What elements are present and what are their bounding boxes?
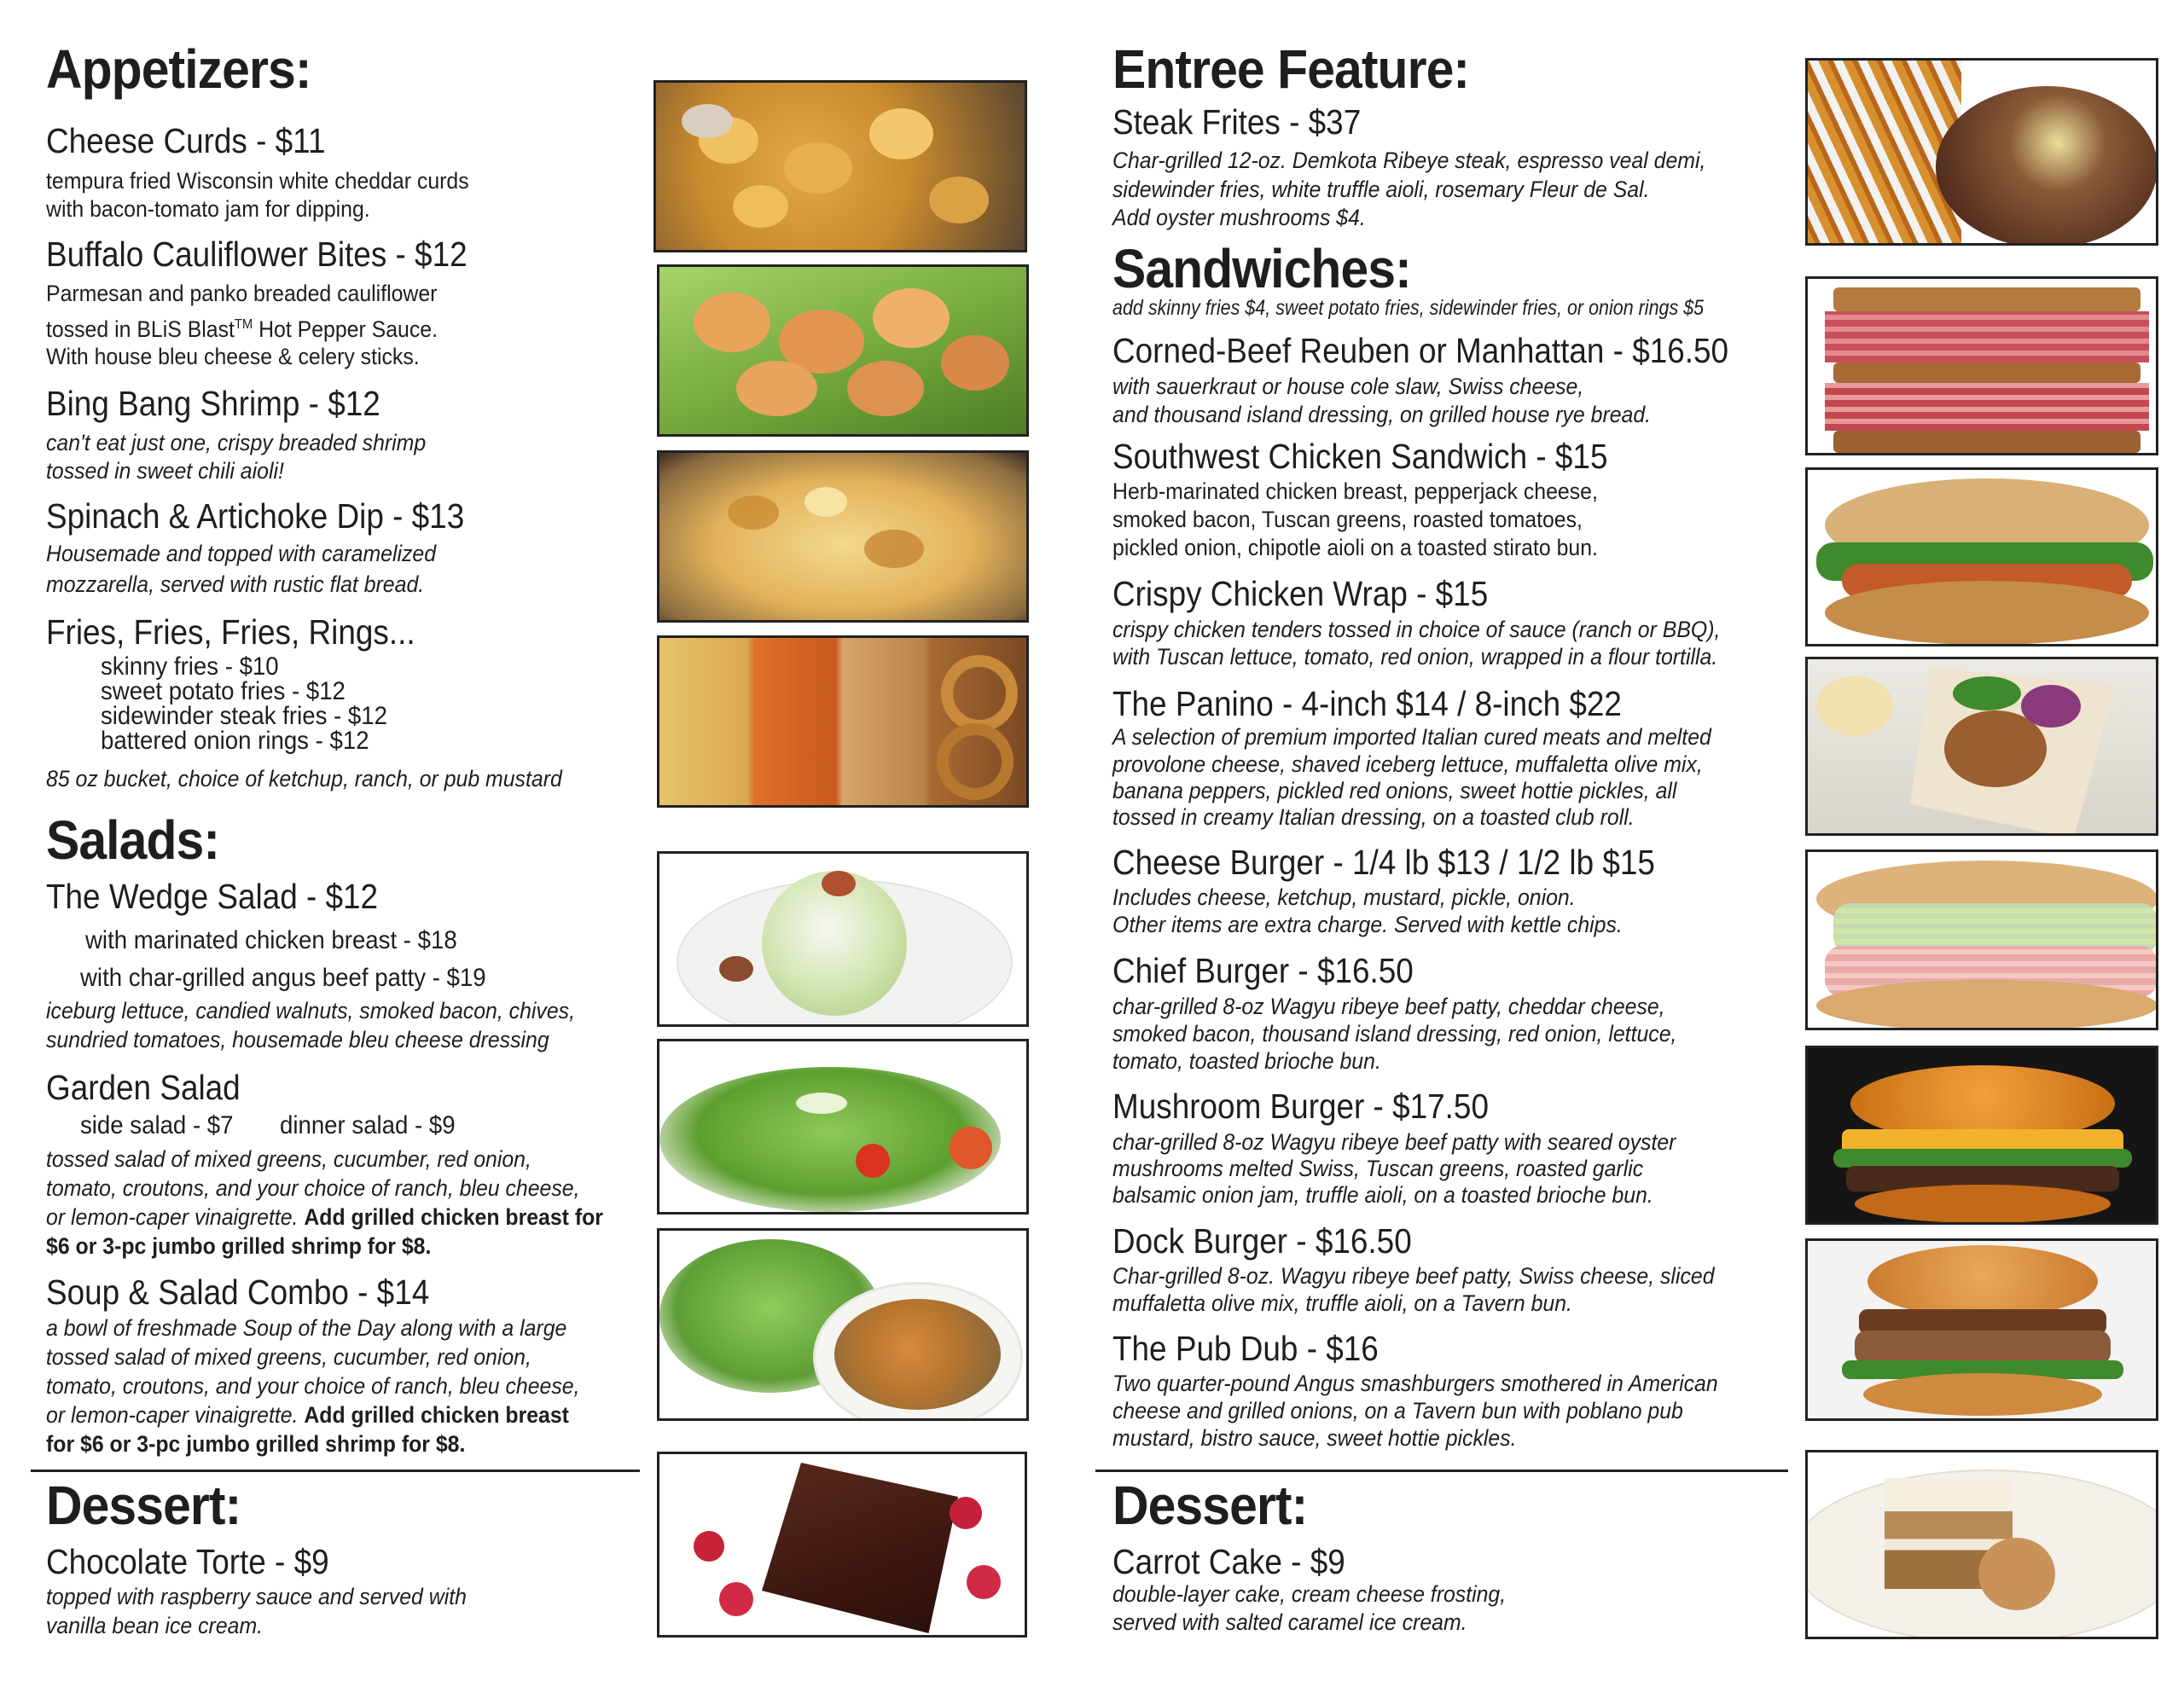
mushroom-burger-desc-2: mushrooms melted Swiss, Tuscan greens, roasted garlic — [1112, 1156, 1644, 1181]
cauliflower-desc-3: With house bleu cheese & celery sticks. — [46, 344, 420, 369]
dock-burger-desc-2: muffaletta olive mix, truffle aioli, on a Tavern bun. — [1112, 1290, 1572, 1316]
wedge-salad-photo — [657, 851, 1029, 1027]
reuben-desc-1: with sauerkraut or house cole slaw, Swiss cheese, — [1112, 374, 1584, 399]
wrap-desc-2: with Tuscan lettuce, tomato, red onion, wrapped in a flour tortilla. — [1112, 644, 1718, 670]
dock-burger-desc-1: Char-grilled 8-oz. Wagyu ribeye beef patty, Swiss cheese, sliced — [1112, 1263, 1715, 1289]
garden-side: side salad - $7 — [80, 1111, 234, 1139]
cauliflower-photo — [657, 264, 1029, 437]
carrot-cake-desc-1: double-layer cake, cream cheese frosting, — [1112, 1581, 1507, 1607]
wedge-title: The Wedge Salad - $12 — [46, 877, 379, 916]
chief-burger-title: Chief Burger - $16.50 — [1112, 951, 1414, 990]
mushroom-burger-desc-3: balsamic onion jam, truffle aioli, on a toasted brioche bun. — [1112, 1182, 1653, 1208]
reuben-photo — [1805, 276, 2158, 455]
cheese-curds-desc-2: with bacon-tomato jam for dipping. — [46, 196, 370, 222]
wedge-option-2: with char-grilled angus beef patty - $19 — [80, 964, 486, 992]
cheese-curds-photo — [653, 80, 1027, 252]
cauliflower-desc-1: Parmesan and panko breaded cauliflower — [46, 281, 438, 306]
steak-frites-title: Steak Frites - $37 — [1112, 102, 1362, 142]
combo-title: Soup & Salad Combo - $14 — [46, 1272, 430, 1312]
chocolate-torte-desc-2: vanilla bean ice cream. — [46, 1613, 264, 1638]
southwest-desc-3: pickled onion, chipotle aioli on a toasted stirato bun. — [1112, 535, 1598, 560]
combo-desc-4: or lemon-caper vinaigrette. Add grilled chicken breast — [46, 1402, 569, 1428]
reuben-title: Corned-Beef Reuben or Manhattan - $16.50 — [1112, 331, 1729, 370]
combo-desc-2: tossed salad of mixed greens, cucumber, red onion, — [46, 1344, 531, 1370]
shrimp-title: Bing Bang Shrimp - $12 — [46, 384, 380, 423]
carrot-cake-desc-2: served with salted caramel ice cream. — [1112, 1609, 1467, 1635]
dip-desc-2: mozzarella, served with rustic flat bread. — [46, 571, 425, 597]
fries-option: battered onion rings - $12 — [101, 727, 369, 755]
appetizers-heading: Appetizers: — [46, 38, 311, 100]
dessert-heading-left: Dessert: — [46, 1475, 241, 1536]
salads-heading: Salads: — [46, 809, 220, 871]
chief-burger-desc-1: char-grilled 8-oz Wagyu ribeye beef patty, cheddar cheese, — [1112, 994, 1665, 1019]
pub-dub-title: The Pub Dub - $16 — [1112, 1329, 1379, 1368]
steak-frites-desc-1: Char-grilled 12-oz. Demkota Ribeye steak, espresso veal demi, — [1112, 148, 1706, 173]
garden-salad-photo — [657, 1039, 1029, 1215]
garden-desc-4: $6 or 3-pc jumbo grilled shrimp for $8. — [46, 1233, 432, 1259]
carrot-cake-photo — [1805, 1450, 2158, 1639]
garden-desc-2: tomato, croutons, and your choice of ranch, bleu cheese, — [46, 1175, 580, 1201]
cheese-burger-title: Cheese Burger - 1/4 lb $13 / 1/2 lb $15 — [1112, 843, 1655, 882]
chocolate-torte-photo — [657, 1452, 1027, 1638]
sandwiches-heading: Sandwiches: — [1112, 238, 1411, 299]
cauliflower-desc-2: tossed in BLiS Blast™ Hot Pepper Sauce. — [46, 316, 438, 342]
steak-frites-desc-3: Add oyster mushrooms $4. — [1112, 205, 1366, 230]
wedge-desc-1: iceburg lettuce, candied walnuts, smoked bacon, chives, — [46, 998, 575, 1023]
southwest-chicken-photo — [1805, 467, 2158, 646]
pub-dub-desc-2: cheese and grilled onions, on a Tavern bun with poblano pub — [1112, 1398, 1683, 1423]
garden-title: Garden Salad — [46, 1068, 241, 1107]
combo-desc-1: a bowl of freshmade Soup of the Day along with a large — [46, 1315, 567, 1341]
carrot-cake-title: Carrot Cake - $9 — [1112, 1542, 1345, 1581]
dock-burger-title: Dock Burger - $16.50 — [1112, 1221, 1412, 1261]
section-divider — [1095, 1470, 1788, 1472]
wrap-desc-1: crispy chicken tenders tossed in choice of sauce (ranch or BBQ), — [1112, 617, 1721, 642]
fries-options — [101, 654, 412, 753]
southwest-desc-1: Herb-marinated chicken breast, pepperjack cheese, — [1112, 478, 1598, 504]
mushroom-burger-desc-1: char-grilled 8-oz Wagyu ribeye beef patty with seared oyster — [1112, 1129, 1676, 1155]
pub-dub-desc-3: mustard, bistro sauce, sweet hottie pickles. — [1112, 1425, 1517, 1451]
mushroom-burger-photo — [1805, 1046, 2158, 1225]
combo-desc-5: for $6 or 3-pc jumbo grilled shrimp for $8. — [46, 1431, 466, 1457]
steak-frites-photo — [1805, 58, 2158, 246]
garden-desc-3: or lemon-caper vinaigrette. Add grilled chicken breast for — [46, 1204, 603, 1230]
sandwiches-note: add skinny fries $4, sweet potato fries, sidewinder fries, or onion rings $5 — [1112, 296, 1705, 320]
wrap-title: Crispy Chicken Wrap - $15 — [1112, 574, 1489, 613]
entree-heading: Entree Feature: — [1112, 38, 1470, 100]
fries-title: Fries, Fries, Fries, Rings... — [46, 612, 415, 652]
fries-note: 85 oz bucket, choice of ketchup, ranch, or pub mustard — [46, 766, 562, 791]
panino-desc-4: tossed in creamy Italian dressing, on a toasted club roll. — [1112, 804, 1635, 830]
dessert-heading-right: Dessert: — [1112, 1475, 1308, 1536]
southwest-desc-2: smoked bacon, Tuscan greens, roasted tomatoes, — [1112, 507, 1583, 532]
combo-desc-3: tomato, croutons, and your choice of ranch, bleu cheese, — [46, 1373, 580, 1399]
chief-burger-desc-3: tomato, toasted brioche bun. — [1112, 1048, 1381, 1074]
section-divider — [31, 1470, 640, 1472]
fries-option: skinny fries - $10 — [101, 652, 279, 681]
cauliflower-title: Buffalo Cauliflower Bites - $12 — [46, 235, 468, 274]
shrimp-desc-2: tossed in sweet chili aioli! — [46, 458, 284, 484]
spinach-dip-photo — [657, 450, 1029, 623]
garden-dinner: dinner salad - $9 — [280, 1111, 456, 1139]
soup-salad-photo — [657, 1228, 1029, 1421]
cheese-curds-title: Cheese Curds - $11 — [46, 121, 326, 160]
steak-frites-desc-2: sidewinder fries, white truffle aioli, rosemary Fleur de Sal. — [1112, 177, 1650, 202]
chicken-wrap-photo — [1805, 657, 2158, 836]
cheese-burger-desc-1: Includes cheese, ketchup, mustard, pickle, onion. — [1112, 884, 1576, 910]
panino-title: The Panino - 4-inch $14 / 8-inch $22 — [1112, 684, 1622, 723]
panino-desc-1: A selection of premium imported Italian cured meats and melted — [1112, 724, 1711, 750]
dock-burger-photo — [1805, 1238, 2158, 1421]
fries-option: sidewinder steak fries - $12 — [101, 702, 387, 730]
wedge-desc-2: sundried tomatoes, housemade bleu cheese dressing — [46, 1027, 549, 1052]
dip-desc-1: Housemade and topped with caramelized — [46, 541, 437, 566]
cheese-curds-desc-1: tempura fried Wisconsin white cheddar curds — [46, 168, 469, 194]
garden-desc-1: tossed salad of mixed greens, cucumber, red onion, — [46, 1146, 531, 1172]
panino-desc-2: provolone cheese, shaved iceberg lettuce, muffaletta olive mix, — [1112, 751, 1703, 777]
reuben-desc-2: and thousand island dressing, on grilled house rye bread. — [1112, 402, 1652, 427]
cheese-burger-desc-2: Other items are extra charge. Served with kettle chips. — [1112, 912, 1623, 937]
chocolate-torte-title: Chocolate Torte - $9 — [46, 1542, 329, 1581]
cheese-burger-photo — [1805, 849, 2158, 1030]
fries-option: sweet potato fries - $12 — [101, 677, 346, 705]
dip-title: Spinach & Artichoke Dip - $13 — [46, 496, 465, 536]
panino-desc-3: banana peppers, pickled red onions, sweet hottie pickles, all — [1112, 778, 1677, 803]
southwest-title: Southwest Chicken Sandwich - $15 — [1112, 437, 1608, 476]
mushroom-burger-title: Mushroom Burger - $17.50 — [1112, 1087, 1489, 1126]
chocolate-torte-desc-1: topped with raspberry sauce and served with — [46, 1584, 467, 1609]
shrimp-desc-1: can't eat just one, crispy breaded shrimp — [46, 430, 427, 455]
wedge-option-1: with marinated chicken breast - $18 — [85, 926, 457, 954]
pub-dub-desc-1: Two quarter-pound Angus smashburgers smothered in American — [1112, 1371, 1718, 1396]
chief-burger-desc-2: smoked bacon, thousand island dressing, red onion, lettuce, — [1112, 1021, 1677, 1046]
fries-rings-photo — [657, 635, 1029, 808]
